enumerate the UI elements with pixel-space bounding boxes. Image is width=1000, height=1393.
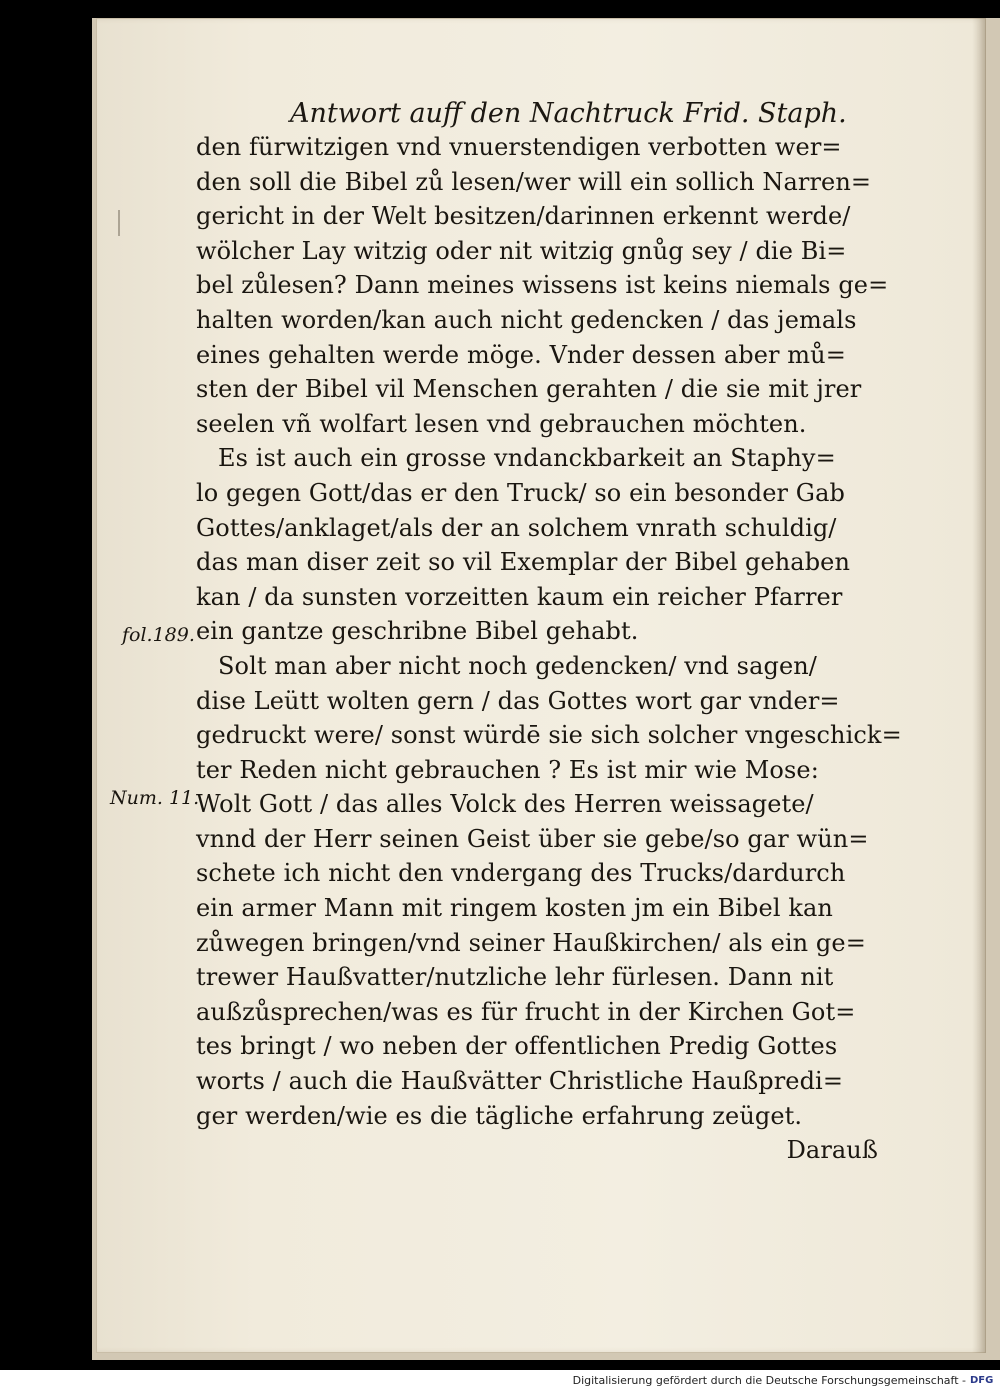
text-line: sten der Bibel vil Menschen gerahten / die sie mit jrer (196, 375, 862, 404)
text-line: kan / da sunsten vorzeitten kaum ein reicher Pfarrer (196, 582, 843, 611)
text-line: halten worden/kan auch nicht gedencken / das jemals (196, 305, 857, 334)
text-line: ter Reden nicht gebrauchen ? Es ist mir wie Mose: (196, 755, 819, 784)
margin-note-numbers: Num. 11. (110, 787, 200, 809)
footer-bar (0, 1370, 1000, 1393)
page-mark (118, 210, 120, 236)
text-line: Wolt Gott / das alles Volck des Herren weissagete/ (196, 790, 814, 819)
catchword: Darauß (786, 1136, 878, 1165)
text-line: gedruckt were/ sonst würdē sie sich solcher vngeschick= (196, 721, 902, 750)
text-line: dise Leütt wolten gern / das Gottes wort gar vnder= (196, 686, 840, 715)
text-line: schete ich nicht den vndergang des Trucks/dardurch (196, 859, 846, 888)
page-edge-shadow (972, 18, 986, 1353)
text-line: ein armer Mann mit ringem kosten jm ein Bibel kan (196, 894, 833, 923)
text-line: tes bringt / wo neben der offentlichen Predig Gottes (196, 1032, 838, 1061)
text-line: trewer Haußvatter/nutzliche lehr fürlesen. Dann nit (196, 963, 834, 992)
body-text (196, 130, 902, 1168)
funding-credit: Digitalisierung gefördert durch die Deutsche Forschungsgemeinschaft - (572, 1374, 966, 1387)
text-line: bel zůlesen? Dann meines wissens ist keins niemals ge= (196, 271, 889, 300)
text-line: vnnd der Herr seinen Geist über sie gebe/so gar wün= (196, 824, 869, 853)
running-head: Antwort auff den Nachtruck Frid. Staph. (290, 98, 847, 129)
text-line: Gottes/anklaget/als der an solchem vnrath schuldig/ (196, 513, 837, 542)
text-line: wölcher Lay witzig oder nit witzig gnůg sey / die Bi= (196, 236, 847, 265)
text-line: ein gantze geschribne Bibel gehabt. (196, 617, 639, 646)
text-line: Es ist auch ein grosse vndanckbarkeit an Staphy= (218, 444, 836, 473)
text-line: außzůsprechen/was es für frucht in der Kirchen Got= (196, 997, 856, 1026)
text-line: lo gegen Gott/das er den Truck/ so ein besonder Gab (196, 478, 845, 507)
text-line: das man diser zeit so vil Exemplar der Bibel gehaben (196, 548, 851, 577)
text-line: gericht in der Welt besitzen/darinnen erkennt werde/ (196, 202, 851, 231)
margin-note-folio: fol.189. (122, 624, 195, 646)
text-line: seelen vñ wolfart lesen vnd gebrauchen möchten. (196, 409, 807, 438)
text-line: den fürwitzigen vnd vnuerstendigen verbotten wer= (196, 133, 842, 161)
dfg-logo-icon: DFG (970, 1375, 994, 1386)
text-line: Solt man aber nicht noch gedencken/ vnd sagen/ (218, 651, 817, 680)
text-line: worts / auch die Haußvätter Christliche Haußpredi= (196, 1067, 844, 1096)
text-line: eines gehalten werde möge. Vnder dessen aber mů= (196, 340, 846, 369)
text-line: den soll die Bibel zů lesen/wer will ein sollich Narren= (196, 167, 872, 196)
text-line: ger werden/wie es die tägliche erfahrung zeüget. (196, 1101, 803, 1130)
text-line: zůwegen bringen/vnd seiner Haußkirchen/ als ein ge= (196, 928, 866, 957)
